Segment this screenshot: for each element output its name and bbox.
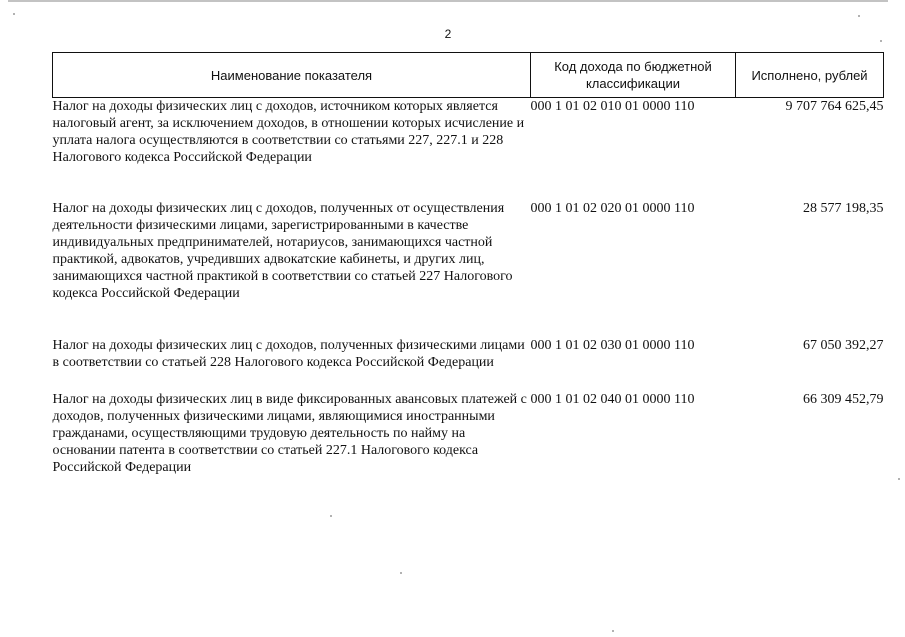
indicator-name-cell: Налог на доходы физических лиц с доходов, полученных от осуществления деятельности физическими лицами, зарегистрированными в качестве индивидуальных предпринимателей, нотариусов, занимающихся частной практикой, адвокатов, учредивших адвокатские кабинеты, и других лиц, занимающихся частной практикой в соответствии со статьей 227 Налогового кодекса Российской Федерации (52, 201, 513, 301)
table-row (53, 200, 884, 337)
revenue-code-cell: 000 1 01 02 010 01 0000 110 (530, 99, 695, 114)
table-row (53, 337, 884, 391)
budget-revenue-table (52, 52, 884, 481)
executed-amount-cell: 66 309 452,79 (803, 392, 884, 407)
indicator-name-cell: Налог на доходы физических лиц с доходов, полученных физическими лицами в соответствии со статьей 228 Налогового кодекса Российской Федерации (52, 338, 525, 370)
scan-speck (330, 515, 332, 517)
indicator-name-cell: Налог на доходы физических лиц с доходов, источником которых является налоговый агент, за исключением доходов, в отношении которых исчисление и уплата налога осуществляются в соответствии со статьями 227, 227.1 и 228 Налогового кодекса Российской Федерации (52, 99, 525, 165)
header-indicator-name: Наименование показателя (53, 53, 531, 98)
scan-speck (858, 15, 860, 17)
table-row (53, 98, 884, 201)
table-header-row (53, 53, 884, 98)
revenue-code-cell: 000 1 01 02 040 01 0000 110 (530, 392, 695, 407)
scan-speck (400, 572, 402, 574)
scan-speck (898, 478, 900, 480)
scan-speck (13, 13, 15, 15)
revenue-code-cell: 000 1 01 02 030 01 0000 110 (530, 338, 695, 353)
page-number: 2 (444, 27, 452, 41)
scan-speck (612, 630, 614, 632)
executed-amount-cell: 9 707 764 625,45 (785, 99, 884, 114)
header-executed-amount: Исполнено, рублей (736, 53, 884, 98)
executed-amount-cell: 67 050 392,27 (803, 338, 884, 353)
revenue-code-cell: 000 1 01 02 020 01 0000 110 (530, 201, 695, 216)
table-row (53, 391, 884, 481)
header-revenue-code: Код дохода по бюджетной классификации (531, 53, 736, 98)
indicator-name-cell: Налог на доходы физических лиц в виде фиксированных авансовых платежей с доходов, полученных физическими лицами, являющимися иностранными гражданами, осуществляющими трудовую деятельность по найму на основании патента в соответствии со статьей 227.1 Налогового кодекса Российской Федерации (52, 392, 527, 475)
executed-amount-cell: 28 577 198,35 (803, 201, 884, 216)
scan-top-edge (8, 0, 888, 2)
